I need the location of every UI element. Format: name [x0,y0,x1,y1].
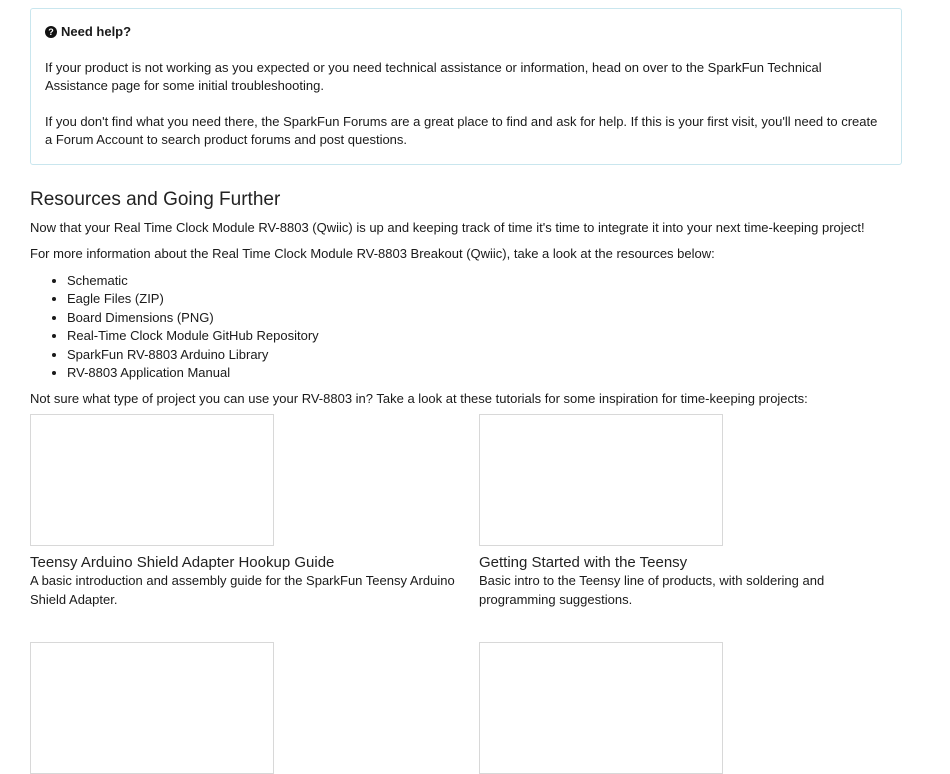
tutorial-thumbnail[interactable] [30,642,274,774]
tutorial-thumbnail[interactable] [479,414,723,546]
tutorial-title[interactable]: Teensy Arduino Shield Adapter Hookup Guide [30,554,335,571]
resources-list [30,272,902,382]
resources-heading: Resources and Going Further [30,189,281,210]
tutorial-title[interactable]: Getting Started with the Teensy [479,554,688,571]
resource-link-github-repository[interactable]: • Real-Time Clock Module GitHub Repository [67,327,902,345]
tutorial-thumbnail[interactable] [30,414,274,546]
tutorial-card[interactable] [479,414,902,609]
resource-link-application-manual[interactable]: • RV-8803 Application Manual [67,364,902,382]
tutorial-description: Basic intro to the Teensy line of products, with soldering and programming suggestions. [479,573,825,607]
tutorial-description: A basic introduction and assembly guide for the SparkFun Teensy Arduino Shield Adapter. [30,573,455,607]
resources-intro: Now that your Real Time Clock Module RV-8803 (Qwiic) is up and keeping track of time it's time to integrate it into your next time-keeping project! [30,220,865,235]
tutorial-card[interactable] [479,642,902,774]
need-help-title [45,23,887,41]
tutorial-thumbnail[interactable] [479,642,723,774]
question-circle-icon: ? [45,26,57,38]
resource-link-board-dimensions[interactable]: • Board Dimensions (PNG) [67,309,902,327]
tutorial-card[interactable] [30,414,470,609]
need-help-title-text: Need help? [61,24,132,39]
resource-link-schematic[interactable]: • Schematic [67,272,902,290]
need-help-box [30,8,902,165]
tutorials-intro: Not sure what type of project you can use your RV-8803 in? Take a look at these tutorials for some inspiration for time-keeping projects: [30,391,808,407]
resources-more-info: For more information about the Real Time Clock Module RV-8803 Breakout (Qwiic), take a look at the resources below: [30,246,715,261]
resource-link-eagle-files[interactable]: • Eagle Files (ZIP) [67,290,902,308]
help-paragraph-forums: If you don't find what you need there, the SparkFun Forums are a great place to find and ask for help. If this is your first visit, you'll need to create a Forum Account to search product forums and post questions. [45,114,878,147]
help-paragraph-technical-assistance: If your product is not working as you expected or you need technical assistance or information, head on over to the SparkFun Technical Assistance page for some initial troubleshooting. [45,60,822,93]
tutorial-card[interactable] [30,642,470,774]
page-content [30,8,902,607]
resource-link-arduino-library[interactable]: • SparkFun RV-8803 Arduino Library [67,346,902,364]
